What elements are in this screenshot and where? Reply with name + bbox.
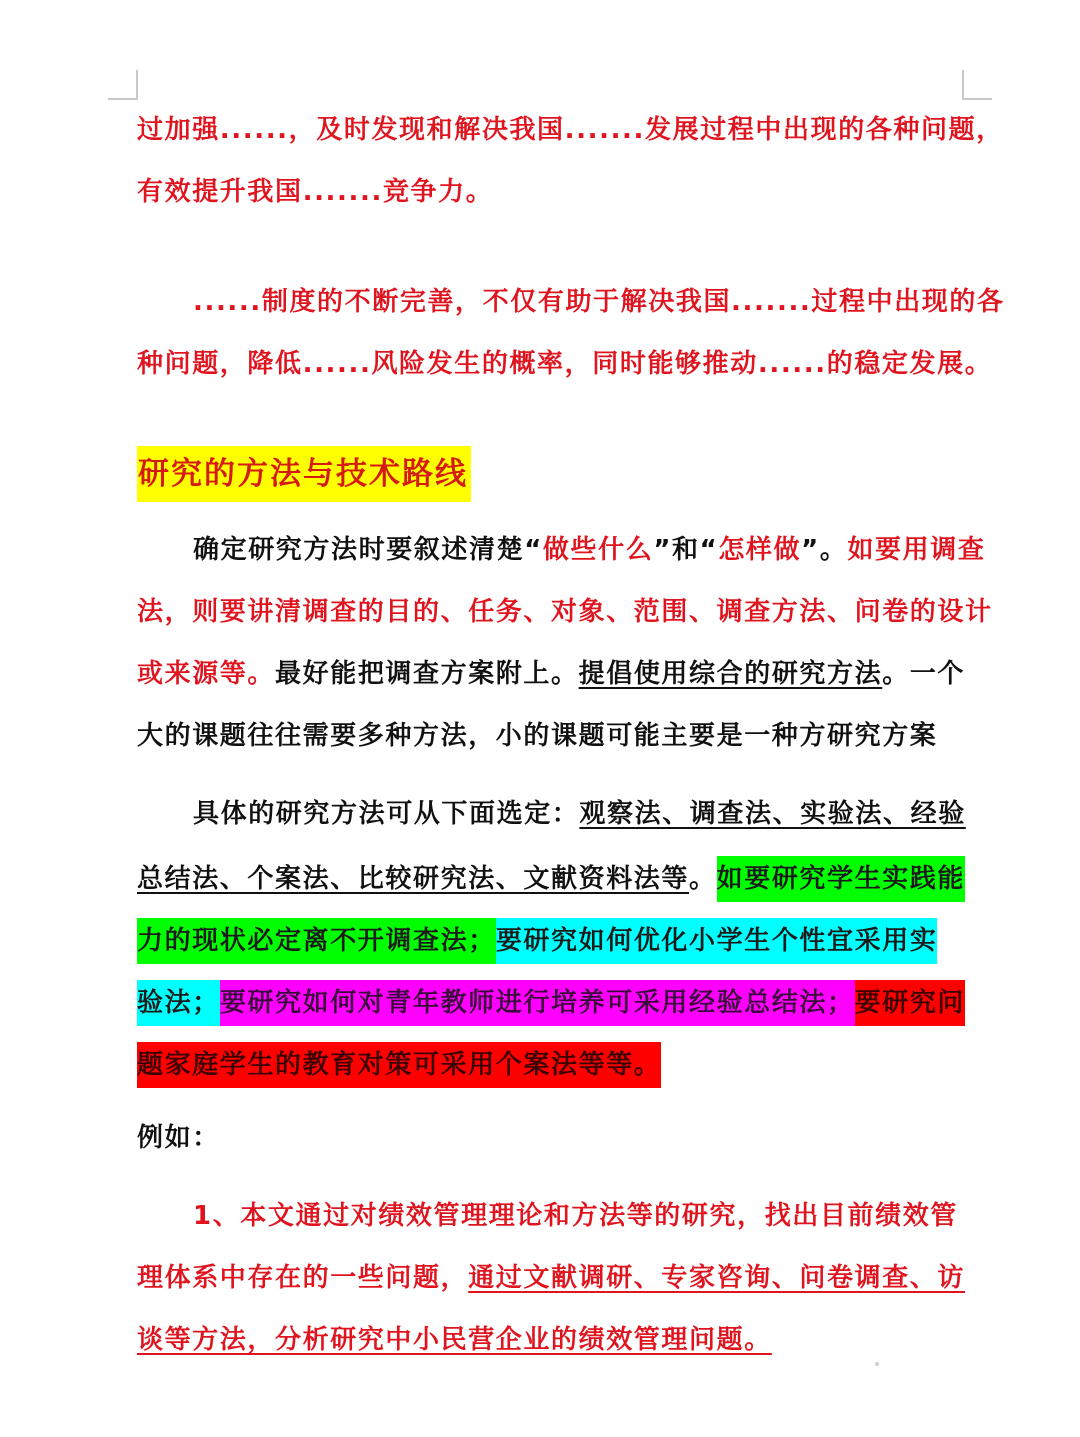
quote-open: “ xyxy=(524,535,543,565)
highlight-red: 题家庭学生的教育对策可采用个案法等等。 xyxy=(137,1042,661,1088)
example-1-line-3: 谈等方法，分析研究中小民营企业的绩效管理问题。 xyxy=(137,1325,772,1355)
intro-paragraph-1-line-1: 过加强......，及时发现和解决我国.......发展过程中出现的各种问题， xyxy=(137,115,1004,145)
methods-list-line-2 xyxy=(137,856,965,896)
method-paragraph-line-4: 大的课题往往需要多种方法，小的课题可能主要是一种方研究方案 xyxy=(137,721,938,751)
intro-paragraph-2-line-1: ......制度的不断完善，不仅有助于解决我国.......过程中出现的各 xyxy=(193,287,1005,317)
intro-paragraph-1-line-2: 有效提升我国.......竞争力。 xyxy=(137,177,494,207)
quote-close: ” xyxy=(801,535,820,565)
text-red-what: 做些什么 xyxy=(542,535,654,565)
text-red-survey: 如要用调查 xyxy=(847,535,986,565)
example-label: 例如： xyxy=(137,1123,220,1153)
methods-list-line-4 xyxy=(137,980,965,1020)
intro-paragraph-2-line-2: 种问题，降低......风险发生的概率，同时能够推动......的稳定发展。 xyxy=(137,349,993,379)
method-paragraph-line-1 xyxy=(193,530,985,570)
text-underlined: 提倡使用综合的研究方法 xyxy=(578,659,883,689)
text-red-how: 怎样做 xyxy=(718,535,802,565)
page-corner-mark-top-right xyxy=(962,70,992,100)
example-1-line-2 xyxy=(137,1258,965,1298)
text-black: 最好能把调查方案附上。 xyxy=(275,659,579,689)
highlight-cyan: 验法； xyxy=(137,980,220,1026)
text-red: 理体系中存在的一些问题， xyxy=(137,1263,469,1293)
text-underlined: 观察法、调查法、实验法、经验 xyxy=(579,799,966,829)
text-red: 或来源等。 xyxy=(137,659,276,689)
highlight-green: 如要研究学生实践能 xyxy=(717,856,965,902)
text-red-underlined: 通过文献调研、专家咨询、问卷调查、访 xyxy=(468,1263,966,1293)
text-underlined: 总结法、个案法、比较研究法、文献资料法等 xyxy=(137,864,690,894)
methods-list-line-3 xyxy=(137,918,937,958)
section-heading: 研究的方法与技术路线 xyxy=(137,446,471,502)
text-black: 具体的研究方法可从下面选定： xyxy=(193,799,580,829)
methods-list-line-1 xyxy=(193,794,966,834)
text-and: 和 xyxy=(672,535,700,565)
example-1-line-1: 1、本文通过对绩效管理理论和方法等的研究，找出目前绩效管 xyxy=(193,1201,958,1231)
text-black: 确定研究方法时要叙述清楚 xyxy=(193,535,525,565)
quote-close: ” xyxy=(653,535,673,565)
quote-open: “ xyxy=(699,535,719,565)
highlight-cyan: 要研究如何优化小学生个性宜采用实 xyxy=(496,918,938,964)
highlight-green: 力的现状必定离不开调查法； xyxy=(137,918,496,964)
scan-speck xyxy=(875,1362,879,1366)
highlight-magenta: 要研究如何对青年教师进行培养可采用经验总结法； xyxy=(220,980,855,1026)
highlight-red: 要研究问 xyxy=(855,980,965,1026)
method-paragraph-line-3 xyxy=(137,654,965,694)
method-paragraph-line-2: 法，则要讲清调查的目的、任务、对象、范围、调查方法、问卷的设计 xyxy=(137,597,993,627)
methods-list-line-5 xyxy=(137,1042,661,1082)
text-black-end: 。一个 xyxy=(882,659,966,689)
period: 。 xyxy=(819,535,848,565)
period: 。 xyxy=(689,864,717,894)
page-corner-mark-top-left xyxy=(108,70,138,100)
